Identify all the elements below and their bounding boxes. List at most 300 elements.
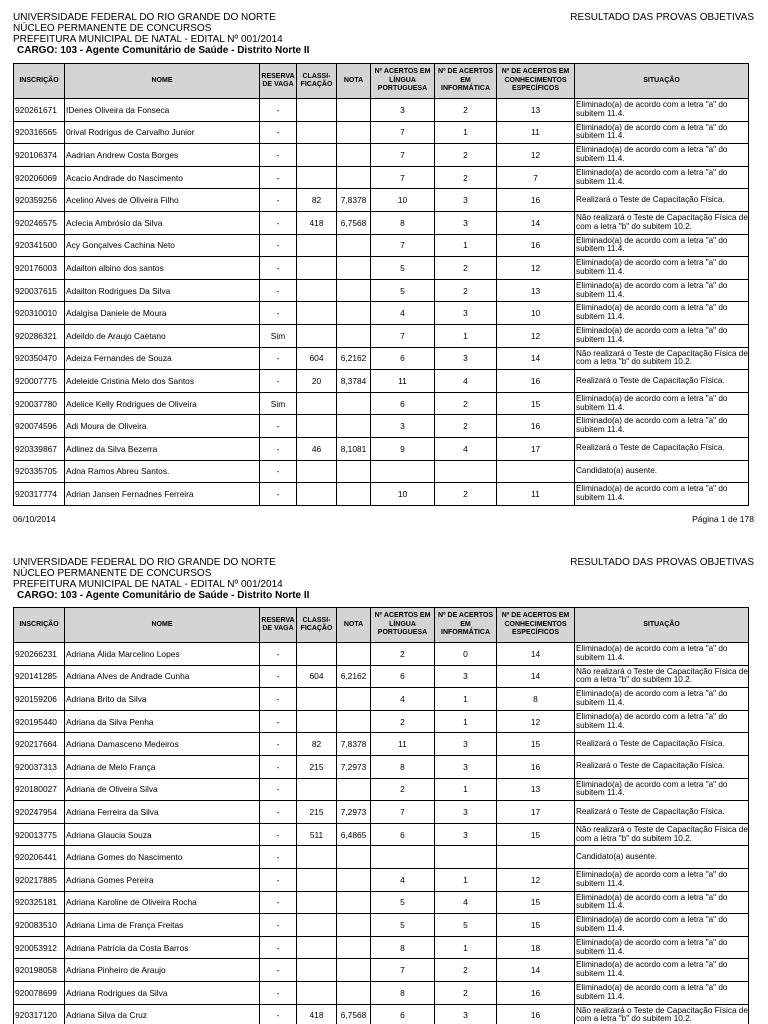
cell-classificacao: 418 bbox=[297, 1004, 337, 1024]
col-portugues: Nº ACERTOS EM LÍNGUA PORTUGUESA bbox=[371, 64, 435, 99]
cell-inscricao: 920339867 bbox=[14, 437, 65, 460]
results-body-page-1 bbox=[14, 99, 749, 506]
cell-inscricao: 920159206 bbox=[14, 688, 65, 711]
cell-inscricao: 920206441 bbox=[14, 846, 65, 869]
cell-inscricao: 920053912 bbox=[14, 936, 65, 959]
cell-especificos: 12 bbox=[497, 144, 575, 167]
cell-nome: Aclecia Ambrósio da Silva bbox=[65, 211, 260, 234]
cell-reserva: - bbox=[260, 257, 297, 280]
cell-informatica: 2 bbox=[435, 166, 497, 189]
cell-classificacao: 604 bbox=[297, 347, 337, 370]
cell-nota bbox=[337, 846, 371, 869]
table-row bbox=[14, 99, 749, 122]
table-row bbox=[14, 166, 749, 189]
cell-nota: 7,8378 bbox=[337, 189, 371, 212]
table-row bbox=[14, 891, 749, 914]
cell-nota bbox=[337, 688, 371, 711]
cell-classificacao bbox=[297, 392, 337, 415]
col-classificacao: CLASSI-FICAÇÃO bbox=[297, 608, 337, 643]
cell-portugues: 11 bbox=[371, 370, 435, 393]
cell-informatica: 1 bbox=[435, 688, 497, 711]
cell-classificacao: 215 bbox=[297, 755, 337, 778]
cell-classificacao bbox=[297, 868, 337, 891]
cell-situacao: Eliminado(a) de acordo com a letra "a" do subitem 11.4. bbox=[575, 257, 749, 280]
cell-informatica: 3 bbox=[435, 347, 497, 370]
cell-situacao: Eliminado(a) de acordo com a letra "a" do subitem 11.4. bbox=[575, 710, 749, 733]
cell-situacao: Eliminado(a) de acordo com a letra "a" do subitem 11.4. bbox=[575, 688, 749, 711]
cell-portugues: 3 bbox=[371, 99, 435, 122]
cell-classificacao: 46 bbox=[297, 437, 337, 460]
cell-nome: Adeleide Cristina Melo dos Santos bbox=[65, 370, 260, 393]
cell-inscricao: 920013775 bbox=[14, 823, 65, 846]
cell-reserva: - bbox=[260, 211, 297, 234]
cell-portugues: 10 bbox=[371, 483, 435, 506]
cell-nome: Adailton albino dos santos bbox=[65, 257, 260, 280]
cell-classificacao bbox=[297, 121, 337, 144]
table-row bbox=[14, 234, 749, 257]
cell-informatica: 1 bbox=[435, 324, 497, 347]
cell-especificos: 12 bbox=[497, 324, 575, 347]
cell-nome: Acelino Alves de Oliveira Filho bbox=[65, 189, 260, 212]
cell-portugues: 4 bbox=[371, 868, 435, 891]
cell-situacao: Candidato(a) ausente. bbox=[575, 460, 749, 483]
cell-reserva: - bbox=[260, 99, 297, 122]
col-reserva: RESERVA DE VAGA bbox=[260, 64, 297, 99]
cell-informatica: 1 bbox=[435, 868, 497, 891]
cell-portugues: 2 bbox=[371, 710, 435, 733]
cargo-line: CARGO: 103 - Agente Comunitário de Saúde - Distrito Norte II bbox=[17, 590, 310, 601]
cell-reserva: - bbox=[260, 437, 297, 460]
cell-nome: Adriana Damasceno Medeiros bbox=[65, 733, 260, 756]
cell-reserva: - bbox=[260, 1004, 297, 1024]
cell-situacao: Eliminado(a) de acordo com a letra "a" do subitem 11.4. bbox=[575, 234, 749, 257]
cell-reserva: - bbox=[260, 778, 297, 801]
table-row bbox=[14, 801, 749, 824]
cell-nota bbox=[337, 302, 371, 325]
table-row bbox=[14, 370, 749, 393]
table-row bbox=[14, 733, 749, 756]
cell-especificos: 12 bbox=[497, 868, 575, 891]
cell-especificos: 16 bbox=[497, 370, 575, 393]
col-situacao: SITUAÇÃO bbox=[575, 608, 749, 643]
cell-reserva: - bbox=[260, 891, 297, 914]
cell-inscricao: 920176003 bbox=[14, 257, 65, 280]
cell-portugues: 7 bbox=[371, 801, 435, 824]
cell-classificacao bbox=[297, 891, 337, 914]
cell-inscricao: 920206069 bbox=[14, 166, 65, 189]
table-row bbox=[14, 302, 749, 325]
cell-nome: Adriana Patrícia da Costa Barros bbox=[65, 936, 260, 959]
university-name: UNIVERSIDADE FEDERAL DO RIO GRANDE DO NORTE bbox=[13, 557, 276, 568]
cell-informatica: 2 bbox=[435, 144, 497, 167]
cell-situacao: Eliminado(a) de acordo com a letra "a" do subitem 11.4. bbox=[575, 959, 749, 982]
cell-nota: 6,4865 bbox=[337, 823, 371, 846]
cell-reserva: - bbox=[260, 936, 297, 959]
cell-inscricao: 920266231 bbox=[14, 643, 65, 666]
cell-informatica: 4 bbox=[435, 437, 497, 460]
table-header-row bbox=[14, 608, 749, 643]
cell-especificos: 13 bbox=[497, 99, 575, 122]
cell-inscricao: 920198058 bbox=[14, 959, 65, 982]
edital-line: PREFEITURA MUNICIPAL DE NATAL - EDITAL Nº 001/2014 bbox=[13, 579, 283, 590]
cell-especificos: 14 bbox=[497, 665, 575, 688]
table-row bbox=[14, 121, 749, 144]
cell-nome: Adriana Gomes Pereira bbox=[65, 868, 260, 891]
cell-situacao: Eliminado(a) de acordo com a letra "a" do subitem 11.4. bbox=[575, 981, 749, 1004]
cell-especificos: 14 bbox=[497, 959, 575, 982]
cell-inscricao: 920341500 bbox=[14, 234, 65, 257]
cell-especificos: 16 bbox=[497, 415, 575, 438]
cell-classificacao bbox=[297, 959, 337, 982]
table-row bbox=[14, 392, 749, 415]
cell-nota bbox=[337, 279, 371, 302]
cell-especificos: 16 bbox=[497, 234, 575, 257]
cell-inscricao: 920007775 bbox=[14, 370, 65, 393]
cell-nome: Adriana de Melo França bbox=[65, 755, 260, 778]
cell-reserva: Sim bbox=[260, 324, 297, 347]
cell-nome: Adalgisa Daniele de Moura bbox=[65, 302, 260, 325]
cell-informatica: 3 bbox=[435, 733, 497, 756]
table-row bbox=[14, 665, 749, 688]
page-2 bbox=[0, 552, 768, 1024]
cell-portugues: 8 bbox=[371, 211, 435, 234]
col-portugues: Nº ACERTOS EM LÍNGUA PORTUGUESA bbox=[371, 608, 435, 643]
cell-classificacao: 82 bbox=[297, 733, 337, 756]
cell-nome: Adriana Silva da Cruz bbox=[65, 1004, 260, 1024]
col-especificos: Nº DE ACERTOS EM CONHECIMENTOS ESPECÍFICOS bbox=[497, 608, 575, 643]
cell-portugues: 9 bbox=[371, 437, 435, 460]
cell-classificacao bbox=[297, 483, 337, 506]
cell-informatica: 1 bbox=[435, 778, 497, 801]
cell-reserva: - bbox=[260, 460, 297, 483]
col-nota: NOTA bbox=[337, 64, 371, 99]
cell-inscricao: 920335705 bbox=[14, 460, 65, 483]
table-row bbox=[14, 347, 749, 370]
cell-portugues: 8 bbox=[371, 755, 435, 778]
cell-nome: Adriana Alves de Andrade Cunha bbox=[65, 665, 260, 688]
cell-informatica: 4 bbox=[435, 370, 497, 393]
cell-classificacao bbox=[297, 324, 337, 347]
cell-nota bbox=[337, 959, 371, 982]
table-row bbox=[14, 415, 749, 438]
cell-especificos: 10 bbox=[497, 302, 575, 325]
cell-situacao: Eliminado(a) de acordo com a letra "a" do subitem 11.4. bbox=[575, 778, 749, 801]
cell-reserva: - bbox=[260, 234, 297, 257]
cell-portugues: 2 bbox=[371, 778, 435, 801]
cell-classificacao bbox=[297, 936, 337, 959]
cell-situacao: Eliminado(a) de acordo com a letra "a" do subitem 11.4. bbox=[575, 99, 749, 122]
cargo-line: CARGO: 103 - Agente Comunitário de Saúde - Distrito Norte II bbox=[17, 45, 310, 56]
results-table bbox=[13, 63, 749, 506]
table-row bbox=[14, 846, 749, 869]
cell-nota: 8,1081 bbox=[337, 437, 371, 460]
cell-informatica: 4 bbox=[435, 891, 497, 914]
table-row bbox=[14, 981, 749, 1004]
cell-portugues: 6 bbox=[371, 823, 435, 846]
cell-inscricao: 920180027 bbox=[14, 778, 65, 801]
cell-portugues: 4 bbox=[371, 688, 435, 711]
cell-situacao: Eliminado(a) de acordo com a letra "a" do subitem 11.4. bbox=[575, 121, 749, 144]
table-row bbox=[14, 211, 749, 234]
cell-especificos: 12 bbox=[497, 710, 575, 733]
cell-situacao: Realizará o Teste de Capacitação Física. bbox=[575, 437, 749, 460]
cell-especificos: 17 bbox=[497, 437, 575, 460]
cell-portugues: 8 bbox=[371, 981, 435, 1004]
cell-informatica: 3 bbox=[435, 211, 497, 234]
cell-classificacao bbox=[297, 460, 337, 483]
cell-nota bbox=[337, 868, 371, 891]
cell-nota bbox=[337, 415, 371, 438]
university-name: UNIVERSIDADE FEDERAL DO RIO GRANDE DO NORTE bbox=[13, 12, 276, 23]
cell-nome: Adriana Karoline de Oliveira Rocha bbox=[65, 891, 260, 914]
table-row bbox=[14, 1004, 749, 1024]
cell-nota: 6,2162 bbox=[337, 347, 371, 370]
cell-portugues: 5 bbox=[371, 914, 435, 937]
cell-informatica: 3 bbox=[435, 1004, 497, 1024]
cell-informatica bbox=[435, 846, 497, 869]
cell-nome: Aadrian Andrew Costa Borges bbox=[65, 144, 260, 167]
table-row bbox=[14, 710, 749, 733]
cell-inscricao: 920083510 bbox=[14, 914, 65, 937]
cell-classificacao bbox=[297, 688, 337, 711]
cell-situacao: Não realizará o Teste de Capacitação Física de com a letra "b" do subitem 10.2. bbox=[575, 823, 749, 846]
cell-especificos: 15 bbox=[497, 392, 575, 415]
footer-page-number: Página 1 de 178 bbox=[692, 514, 754, 524]
cell-informatica: 2 bbox=[435, 981, 497, 1004]
cell-especificos: 15 bbox=[497, 914, 575, 937]
cell-nome: Adrian Jansen Fernadnes Ferreira bbox=[65, 483, 260, 506]
cell-classificacao bbox=[297, 846, 337, 869]
cell-especificos: 13 bbox=[497, 778, 575, 801]
col-classificacao: CLASSI-FICAÇÃO bbox=[297, 64, 337, 99]
cell-situacao: Eliminado(a) de acordo com a letra "a" do subitem 11.4. bbox=[575, 936, 749, 959]
cell-nota: 8,3784 bbox=[337, 370, 371, 393]
cell-nota bbox=[337, 144, 371, 167]
cell-informatica: 0 bbox=[435, 643, 497, 666]
cell-portugues: 11 bbox=[371, 733, 435, 756]
cell-classificacao bbox=[297, 914, 337, 937]
cell-inscricao: 920217664 bbox=[14, 733, 65, 756]
cell-informatica: 3 bbox=[435, 755, 497, 778]
table-row bbox=[14, 483, 749, 506]
cell-nome: 0rival Rodrigus de Carvalho Junior bbox=[65, 121, 260, 144]
cell-portugues: 7 bbox=[371, 121, 435, 144]
cell-especificos: 14 bbox=[497, 211, 575, 234]
cell-nome: Adeiza Fernandes de Souza bbox=[65, 347, 260, 370]
cell-inscricao: 920074596 bbox=[14, 415, 65, 438]
cell-especificos: 15 bbox=[497, 733, 575, 756]
cell-reserva: - bbox=[260, 302, 297, 325]
table-row bbox=[14, 460, 749, 483]
cell-classificacao bbox=[297, 981, 337, 1004]
cell-especificos bbox=[497, 846, 575, 869]
cell-portugues: 6 bbox=[371, 665, 435, 688]
cell-especificos: 16 bbox=[497, 981, 575, 1004]
cell-portugues: 4 bbox=[371, 302, 435, 325]
cell-reserva: - bbox=[260, 959, 297, 982]
cell-situacao: Realizará o Teste de Capacitação Física. bbox=[575, 733, 749, 756]
cell-situacao: Realizará o Teste de Capacitação Física. bbox=[575, 370, 749, 393]
cell-nota bbox=[337, 643, 371, 666]
cell-situacao: Eliminado(a) de acordo com a letra "a" do subitem 11.4. bbox=[575, 415, 749, 438]
cell-reserva: - bbox=[260, 801, 297, 824]
cell-situacao: Eliminado(a) de acordo com a letra "a" do subitem 11.4. bbox=[575, 483, 749, 506]
cell-especificos: 16 bbox=[497, 1004, 575, 1024]
cell-nome: Adlinez da Silva Bezerra bbox=[65, 437, 260, 460]
cell-nota bbox=[337, 914, 371, 937]
cell-situacao: Realizará o Teste de Capacitação Física. bbox=[575, 755, 749, 778]
cell-portugues: 5 bbox=[371, 279, 435, 302]
cell-situacao: Eliminado(a) de acordo com a letra "a" do subitem 11.4. bbox=[575, 868, 749, 891]
col-informatica: Nº DE ACERTOS EM INFORMÁTICA bbox=[435, 608, 497, 643]
cell-reserva: - bbox=[260, 643, 297, 666]
cell-informatica: 2 bbox=[435, 257, 497, 280]
table-row bbox=[14, 755, 749, 778]
cell-informatica: 1 bbox=[435, 710, 497, 733]
cell-portugues: 2 bbox=[371, 643, 435, 666]
cell-nome: Acy Gonçalves Cachina Neto bbox=[65, 234, 260, 257]
cell-reserva: - bbox=[260, 823, 297, 846]
cell-portugues bbox=[371, 460, 435, 483]
cell-classificacao: 418 bbox=[297, 211, 337, 234]
cell-nome: Adriana de Oliveira Silva bbox=[65, 778, 260, 801]
cell-classificacao: 511 bbox=[297, 823, 337, 846]
cell-nome: Adriana Ferreira da Silva bbox=[65, 801, 260, 824]
cell-nota bbox=[337, 121, 371, 144]
cell-especificos: 16 bbox=[497, 755, 575, 778]
cell-inscricao: 920350470 bbox=[14, 347, 65, 370]
table-row bbox=[14, 257, 749, 280]
cell-nome: Adriana Gomes do Nascimento bbox=[65, 846, 260, 869]
cell-informatica: 1 bbox=[435, 936, 497, 959]
cell-situacao: Eliminado(a) de acordo com a letra "a" do subitem 11.4. bbox=[575, 166, 749, 189]
cell-inscricao: 920261671 bbox=[14, 99, 65, 122]
cell-nota: 7,8378 bbox=[337, 733, 371, 756]
cell-classificacao bbox=[297, 302, 337, 325]
cell-inscricao: 920037615 bbox=[14, 279, 65, 302]
cell-especificos: 15 bbox=[497, 823, 575, 846]
cell-reserva: - bbox=[260, 483, 297, 506]
table-row bbox=[14, 868, 749, 891]
cell-inscricao: 920246575 bbox=[14, 211, 65, 234]
cell-portugues: 7 bbox=[371, 959, 435, 982]
col-reserva: RESERVA DE VAGA bbox=[260, 608, 297, 643]
cell-especificos: 8 bbox=[497, 688, 575, 711]
table-row bbox=[14, 778, 749, 801]
cell-reserva: - bbox=[260, 755, 297, 778]
cell-especificos: 14 bbox=[497, 347, 575, 370]
nucleo-name: NÚCLEO PERMANENTE DE CONCURSOS bbox=[13, 23, 212, 34]
col-especificos: Nº DE ACERTOS EM CONHECIMENTOS ESPECÍFICOS bbox=[497, 64, 575, 99]
table-row bbox=[14, 144, 749, 167]
cell-portugues: 7 bbox=[371, 144, 435, 167]
cell-portugues: 5 bbox=[371, 257, 435, 280]
cell-nota: 6,7568 bbox=[337, 211, 371, 234]
cell-reserva: - bbox=[260, 710, 297, 733]
cell-classificacao bbox=[297, 144, 337, 167]
cell-reserva: - bbox=[260, 688, 297, 711]
cell-nota: 6,7568 bbox=[337, 1004, 371, 1024]
cell-reserva: - bbox=[260, 347, 297, 370]
cell-especificos: 13 bbox=[497, 279, 575, 302]
results-table bbox=[13, 607, 749, 1024]
cell-nota bbox=[337, 483, 371, 506]
document-title: RESULTADO DAS PROVAS OBJETIVAS bbox=[570, 557, 754, 568]
cell-situacao: Realizará o Teste de Capacitação Física. bbox=[575, 189, 749, 212]
cell-situacao: Eliminado(a) de acordo com a letra "a" do subitem 11.4. bbox=[575, 914, 749, 937]
cell-nota bbox=[337, 166, 371, 189]
cell-nome: Adelice Kelly Rodrigues de Oliveira bbox=[65, 392, 260, 415]
cell-inscricao: 920325181 bbox=[14, 891, 65, 914]
cell-situacao: Eliminado(a) de acordo com a letra "a" do subitem 11.4. bbox=[575, 392, 749, 415]
cell-situacao: Eliminado(a) de acordo com a letra "a" do subitem 11.4. bbox=[575, 144, 749, 167]
cell-nome: Acacio Andrade do Nascimento bbox=[65, 166, 260, 189]
cell-inscricao: 920037780 bbox=[14, 392, 65, 415]
cell-especificos: 18 bbox=[497, 936, 575, 959]
cell-especificos: 17 bbox=[497, 801, 575, 824]
cell-situacao: Eliminado(a) de acordo com a letra "a" do subitem 11.4. bbox=[575, 643, 749, 666]
cell-nota bbox=[337, 460, 371, 483]
cell-nome: Adriana Lima de França Freitas bbox=[65, 914, 260, 937]
cell-reserva: - bbox=[260, 665, 297, 688]
cell-informatica: 1 bbox=[435, 121, 497, 144]
cell-informatica: 2 bbox=[435, 959, 497, 982]
col-nota: NOTA bbox=[337, 608, 371, 643]
cell-reserva: - bbox=[260, 279, 297, 302]
cell-reserva: - bbox=[260, 415, 297, 438]
cell-situacao: Eliminado(a) de acordo com a letra "a" do subitem 11.4. bbox=[575, 324, 749, 347]
cell-especificos bbox=[497, 460, 575, 483]
cell-portugues: 3 bbox=[371, 415, 435, 438]
cell-classificacao bbox=[297, 710, 337, 733]
cell-situacao: Eliminado(a) de acordo com a letra "a" do subitem 11.4. bbox=[575, 302, 749, 325]
cell-classificacao bbox=[297, 778, 337, 801]
cell-reserva: - bbox=[260, 370, 297, 393]
nucleo-name: NÚCLEO PERMANENTE DE CONCURSOS bbox=[13, 568, 212, 579]
cell-portugues: 8 bbox=[371, 936, 435, 959]
cell-inscricao: 920359256 bbox=[14, 189, 65, 212]
cell-nota bbox=[337, 981, 371, 1004]
cell-classificacao: 215 bbox=[297, 801, 337, 824]
cell-portugues: 6 bbox=[371, 392, 435, 415]
cell-portugues: 7 bbox=[371, 324, 435, 347]
cell-reserva: - bbox=[260, 733, 297, 756]
cell-informatica: 3 bbox=[435, 189, 497, 212]
table-row bbox=[14, 324, 749, 347]
cell-reserva: - bbox=[260, 914, 297, 937]
cell-portugues: 7 bbox=[371, 166, 435, 189]
cell-informatica: 2 bbox=[435, 99, 497, 122]
cell-classificacao bbox=[297, 279, 337, 302]
cell-nota bbox=[337, 936, 371, 959]
cell-inscricao: 920247954 bbox=[14, 801, 65, 824]
footer-date: 06/10/2014 bbox=[13, 514, 56, 524]
cell-inscricao: 920286321 bbox=[14, 324, 65, 347]
cell-inscricao: 920078699 bbox=[14, 981, 65, 1004]
cell-especificos: 7 bbox=[497, 166, 575, 189]
cell-reserva: - bbox=[260, 121, 297, 144]
table-row bbox=[14, 959, 749, 982]
cell-informatica: 2 bbox=[435, 415, 497, 438]
cell-nome: Adriana Glaucia Souza bbox=[65, 823, 260, 846]
cell-informatica: 3 bbox=[435, 801, 497, 824]
cell-informatica: 5 bbox=[435, 914, 497, 937]
cell-nome: Adna Ramos Abreu Santos. bbox=[65, 460, 260, 483]
table-row bbox=[14, 643, 749, 666]
cell-classificacao: 82 bbox=[297, 189, 337, 212]
cell-nota bbox=[337, 778, 371, 801]
cell-informatica: 2 bbox=[435, 392, 497, 415]
